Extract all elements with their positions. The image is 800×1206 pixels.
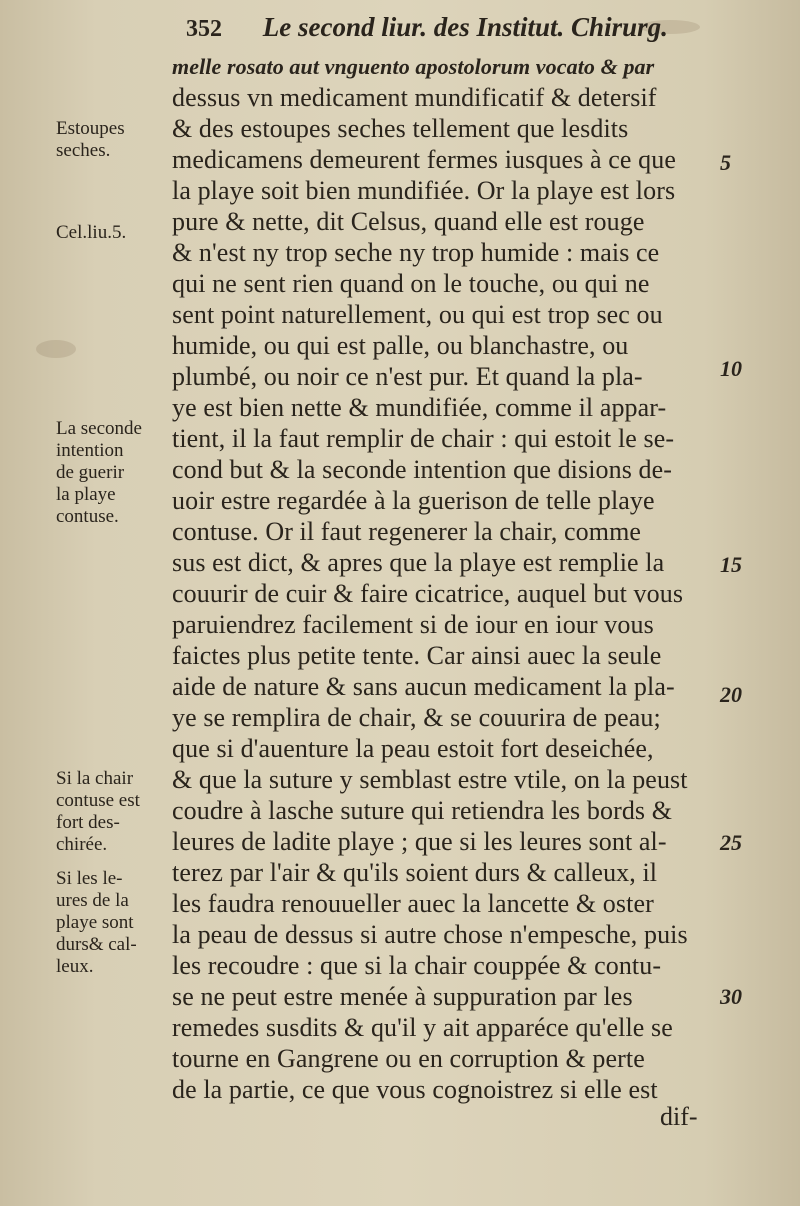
text-line: ye est bien nette & mundifiée, comme il appar- — [172, 393, 667, 422]
line-number: 10 — [720, 356, 742, 381]
page-number: 352 — [186, 16, 222, 42]
catchword: dif- — [660, 1102, 698, 1131]
text-line: tourne en Gangrene ou en corruption & perte — [172, 1044, 645, 1073]
line-number: 20 — [720, 682, 742, 707]
text-line: paruiendrez facilement si de iour en iour vous — [172, 610, 654, 639]
text-line: sus est dict, & apres que la playe est remplie la — [172, 548, 665, 577]
text-line: coudre à lasche suture qui retiendra les bords & — [172, 796, 673, 825]
text-line: aide de nature & sans aucun medicament la pla- — [172, 672, 675, 701]
margin-note-line: Cel.liu.5. — [56, 222, 127, 243]
line-number: 15 — [720, 552, 742, 577]
margin-note-seconde-intention — [56, 418, 174, 528]
text-line: faictes plus petite tente. Car ainsi auec la seule — [172, 641, 662, 670]
text-line: plumbé, ou noir ce n'est pur. Et quand la pla- — [172, 362, 643, 391]
text-line: contuse. Or il faut regenerer la chair, comme — [172, 517, 642, 546]
text-line: les faudra renouueller auec la lancette & oster — [172, 889, 654, 918]
text-line: humide, ou qui est palle, ou blanchastre, ou — [172, 331, 629, 360]
text-line: uoir estre regardée à la guerison de telle playe — [172, 486, 655, 515]
margin-note-celsus — [56, 222, 174, 244]
margin-note-line: durs& cal- — [56, 934, 137, 955]
text-line: la peau de dessus si autre chose n'empesche, puis — [172, 920, 688, 949]
text-line: qui ne sent rien quand on le touche, ou qui ne — [172, 269, 650, 298]
text-line: leures de ladite playe ; que si les leures sont al- — [172, 827, 667, 856]
margin-note-line: contuse est — [56, 790, 140, 811]
margin-note-line: Si les le- — [56, 868, 123, 889]
margin-note-line: seches. — [56, 140, 111, 161]
text-line: & des estoupes seches tellement que lesdits — [172, 114, 629, 143]
text-line: melle rosato aut vnguento apostolorum vocato & par — [172, 54, 655, 79]
line-number: 5 — [720, 150, 731, 175]
margin-note-line: de guerir — [56, 462, 125, 483]
margin-note-estoupes — [56, 118, 174, 162]
margin-note-line: playe sont — [56, 912, 134, 933]
margin-note-line: ures de la — [56, 890, 129, 911]
text-line: remedes susdits & qu'il y ait apparéce qu'elle se — [172, 1013, 673, 1042]
running-title: Le second liur. des Institut. Chirurg. — [262, 12, 668, 42]
text-line: se ne peut estre menée à suppuration par les — [172, 982, 633, 1011]
margin-note-line: fort des- — [56, 812, 120, 833]
margin-note-line: contuse. — [56, 506, 119, 527]
line-number: 25 — [720, 830, 742, 855]
text-line: & n'est ny trop seche ny trop humide : mais ce — [172, 238, 660, 267]
text-line: de la partie, ce que vous cognoistrez si elle est — [172, 1075, 658, 1104]
margin-note-line: Estoupes — [56, 118, 125, 139]
text-line: couurir de cuir & faire cicatrice, auquel but vous — [172, 579, 684, 608]
margin-note-line: la playe — [56, 484, 116, 505]
text-line: ye se remplira de chair, & se couurira de peau; — [172, 703, 661, 732]
margin-note-line: leux. — [56, 956, 94, 977]
text-line: pure & nette, dit Celsus, quand elle est rouge — [172, 207, 645, 236]
running-header — [186, 12, 706, 52]
text-line: sent point naturellement, ou qui est trop sec ou — [172, 300, 663, 329]
text-line: tient, il la faut remplir de chair : qui estoit le se- — [172, 424, 675, 453]
text-line: que si d'auenture la peau estoit fort deseichée, — [172, 734, 654, 763]
text-line: dessus vn medicament mundificatif & detersif — [172, 83, 657, 112]
text-line: cond but & la seconde intention que disions de- — [172, 455, 673, 484]
paper-stain — [36, 340, 76, 358]
line-number: 30 — [720, 984, 742, 1009]
margin-note-line: chirée. — [56, 834, 108, 855]
margin-note-line: Si la chair — [56, 768, 134, 789]
margin-note-leures — [56, 868, 174, 978]
margin-note-chair-contuse — [56, 768, 174, 856]
text-line: medicamens demeurent fermes iusques à ce que — [172, 145, 676, 174]
text-line: la playe soit bien mundifiée. Or la playe est lors — [172, 176, 676, 205]
margin-note-line: intention — [56, 440, 124, 461]
margin-note-line: La seconde — [56, 418, 142, 439]
text-line: & que la suture y semblast estre vtile, on la peust — [172, 765, 688, 794]
text-line: terez par l'air & qu'ils soient durs & calleux, il — [172, 858, 658, 887]
text-line: les recoudre : que si la chair couppée & contu- — [172, 951, 662, 980]
